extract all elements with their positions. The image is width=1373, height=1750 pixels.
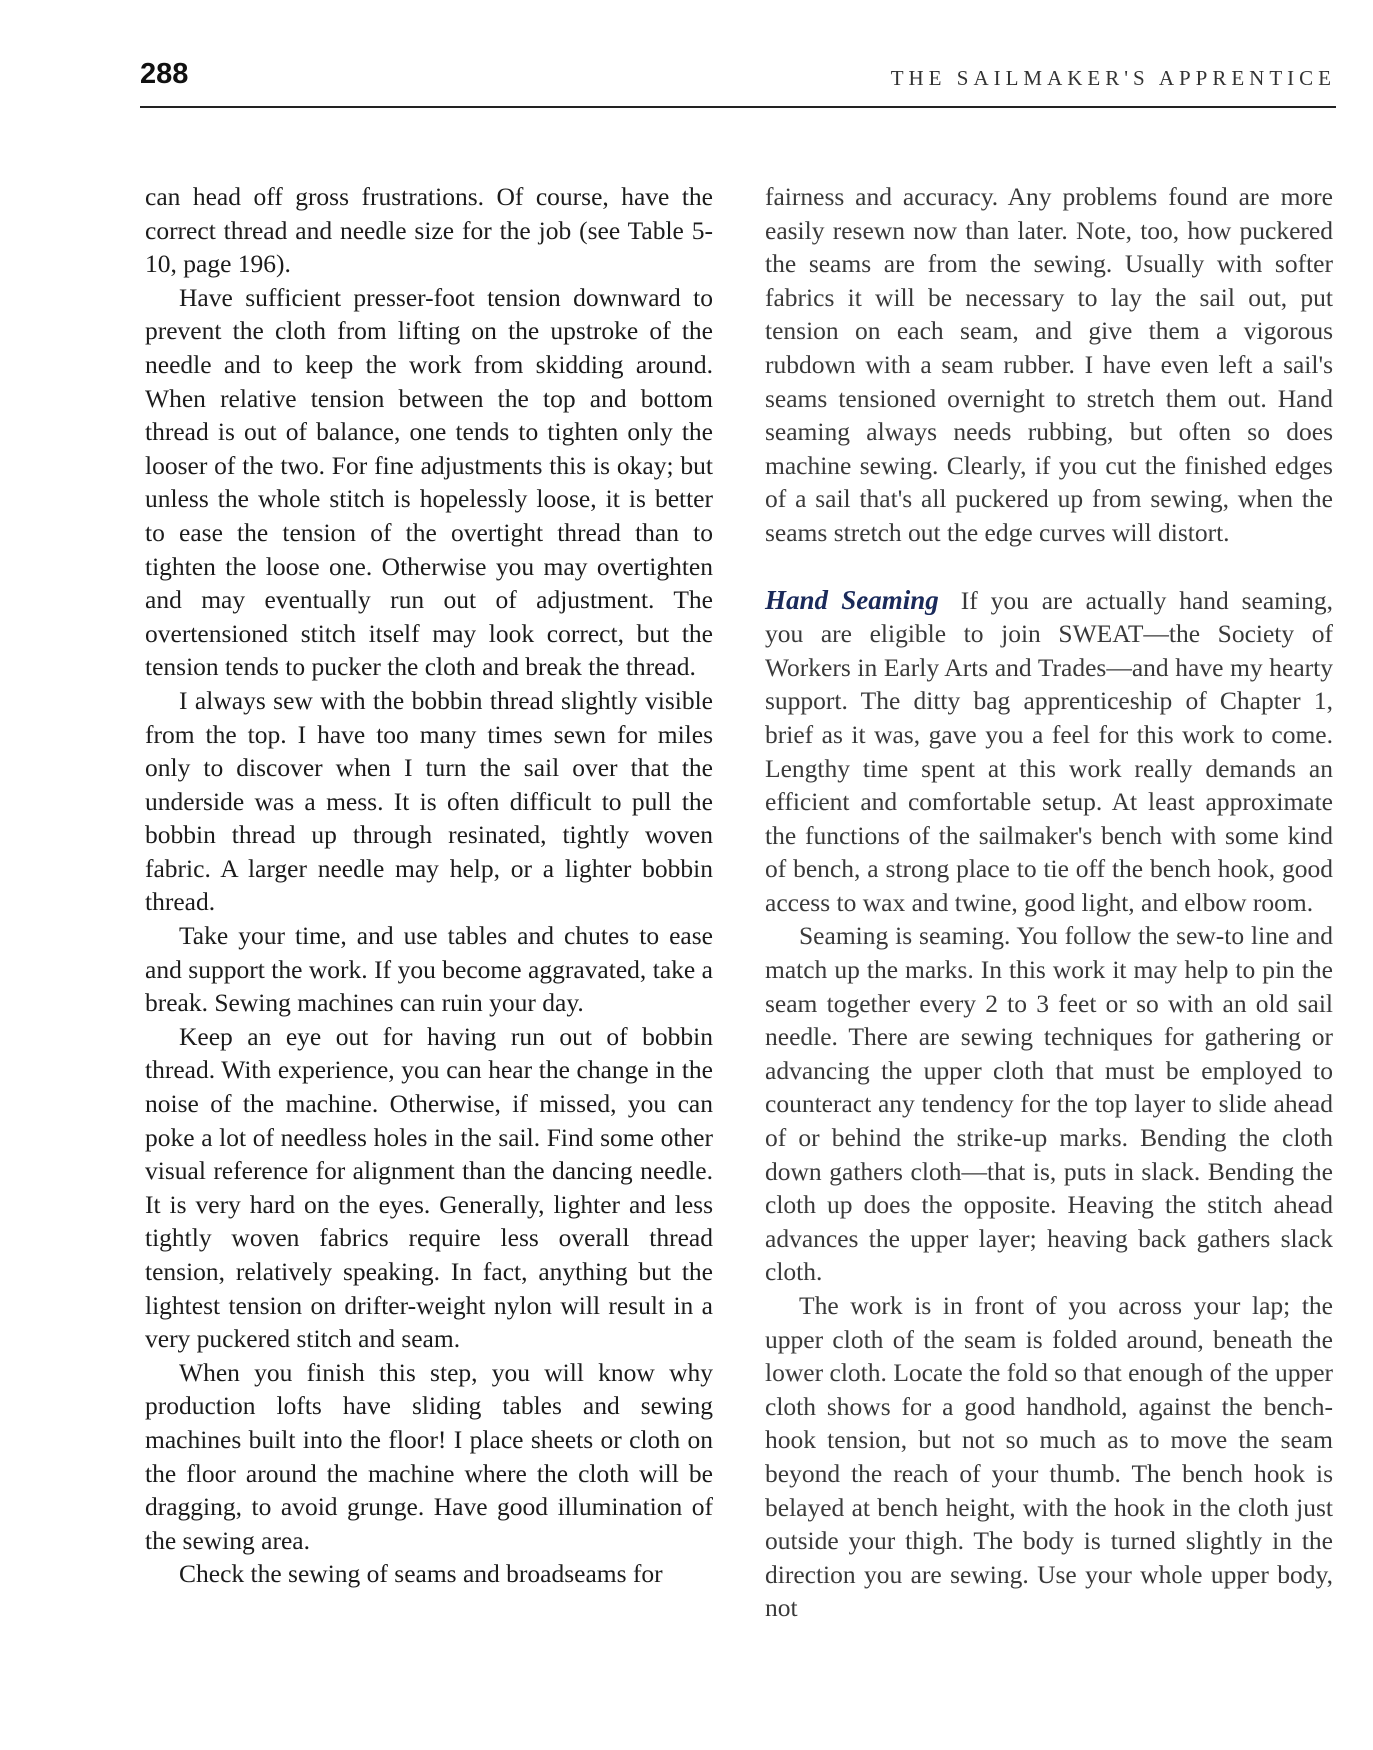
- section-hand-seaming: [765, 584, 1333, 920]
- section-first-paragraph: If you are actually hand seaming, you are eligible to join SWEAT—the Society of Workers in Early Arts and Trades—and have my hearty support. The ditty bag apprenticeship of Chapter 1, brief as it was, gave you a feel for this work to come. Lengthy time spent at this work really demands an efficient and comfortable setup. At least approximate the functions of the sailmaker's bench with some kind of bench, a strong place to tie off the bench hook, good access to wax and twine, good light, and elbow room.: [765, 585, 1333, 917]
- paragraph: Check the sewing of seams and broadseams for: [179, 1559, 663, 1589]
- paragraph: can head off gross frustrations. Of course, have the correct thread and needle size for the job (see Table 5-10, page 196).: [145, 182, 713, 279]
- section-heading: Hand Seaming: [765, 584, 939, 615]
- left-column: [145, 180, 713, 1591]
- page-number: 288: [140, 58, 189, 90]
- paragraph: Seaming is seaming. You follow the sew-to line and match up the marks. In this work it may help to pin the seam together every 2 to 3 feet or so with an old sail needle. There are sewing techniques for gathering or advancing the upper cloth that must be employed to counteract any tendency for the top layer to slide ahead of or behind the strike-up marks. Bending the cloth down gathers cloth—that is, puts in slack. Bending the cloth up does the opposite. Heaving the stitch ahead advances the upper layer; heaving back gathers slack cloth.: [765, 921, 1333, 1287]
- page-header: [140, 56, 1336, 108]
- paragraph: Take your time, and use tables and chutes to ease and support the work. If you become aggravated, take a break. Sewing machines can ruin your day.: [145, 921, 713, 1018]
- paragraph: Have sufficient presser-foot tension downward to prevent the cloth from lifting on the upstroke of the needle and to keep the work from skidding around. When relative tension between the top and bottom thread is out of balance, one tends to tighten only the looser of the two. For fine adjustments this is okay; but unless the whole stitch is hopelessly loose, it is better to ease the tension of the overtight thread than to tighten the loose one. Otherwise you may overtighten and may eventually run out of adjustment. The overtensioned stitch itself may look correct, but the tension tends to pucker the cloth and break the thread.: [145, 282, 713, 682]
- paragraph: The work is in front of you across your lap; the upper cloth of the seam is folded around, beneath the lower cloth. Locate the fold so that enough of the upper cloth shows for a good handhold, against the bench-hook tension, but not so much as to move the seam beyond the reach of your thumb. The bench hook is belayed at bench height, with the hook in the cloth just outside your thigh. The body is turned slightly in the direction you are sewing. Use your whole upper body, not: [765, 1291, 1333, 1623]
- paragraph: Keep an eye out for having run out of bobbin thread. With experience, you can hear the change in the noise of the machine. Otherwise, if missed, you can poke a lot of needless holes in the sail. Find some other visual reference for alignment than the dancing needle. It is very hard on the eyes. Generally, lighter and less tightly woven fabrics require less overall thread tension, relatively speaking. In fact, anything but the lightest tension on drifter-weight nylon will result in a very puckered stitch and seam.: [145, 1021, 713, 1354]
- running-title: THE SAILMAKER'S APPRENTICE: [890, 66, 1336, 90]
- paragraph: When you finish this step, you will know why production lofts have sliding tables and sewing machines built into the floor! I place sheets or cloth on the floor around the machine where the cloth will be dragging, to avoid grunge. Have good illumination of the sewing area.: [145, 1357, 713, 1555]
- paragraph: fairness and accuracy. Any problems found are more easily resewn now than later. Note, too, how puckered the seams are from the sewing. Usually with softer fabrics it will be necessary to lay the sail out, put tension on each seam, and give them a vigorous rubdown with a seam rubber. I have even left a sail's seams tensioned overnight to stretch them out. Hand seaming always needs rubbing, but often so does machine sewing. Clearly, if you cut the finished edges of a sail that's all puckered up from sewing, when the seams stretch out the edge curves will distort.: [765, 182, 1333, 547]
- right-column: [765, 180, 1333, 1625]
- paragraph: I always sew with the bobbin thread slightly visible from the top. I have too many times sewn for miles only to discover when I turn the sail over that the underside was a mess. It is often difficult to pull the bobbin thread up through resinated, tightly woven fabric. A larger needle may help, or a lighter bobbin thread.: [145, 685, 713, 917]
